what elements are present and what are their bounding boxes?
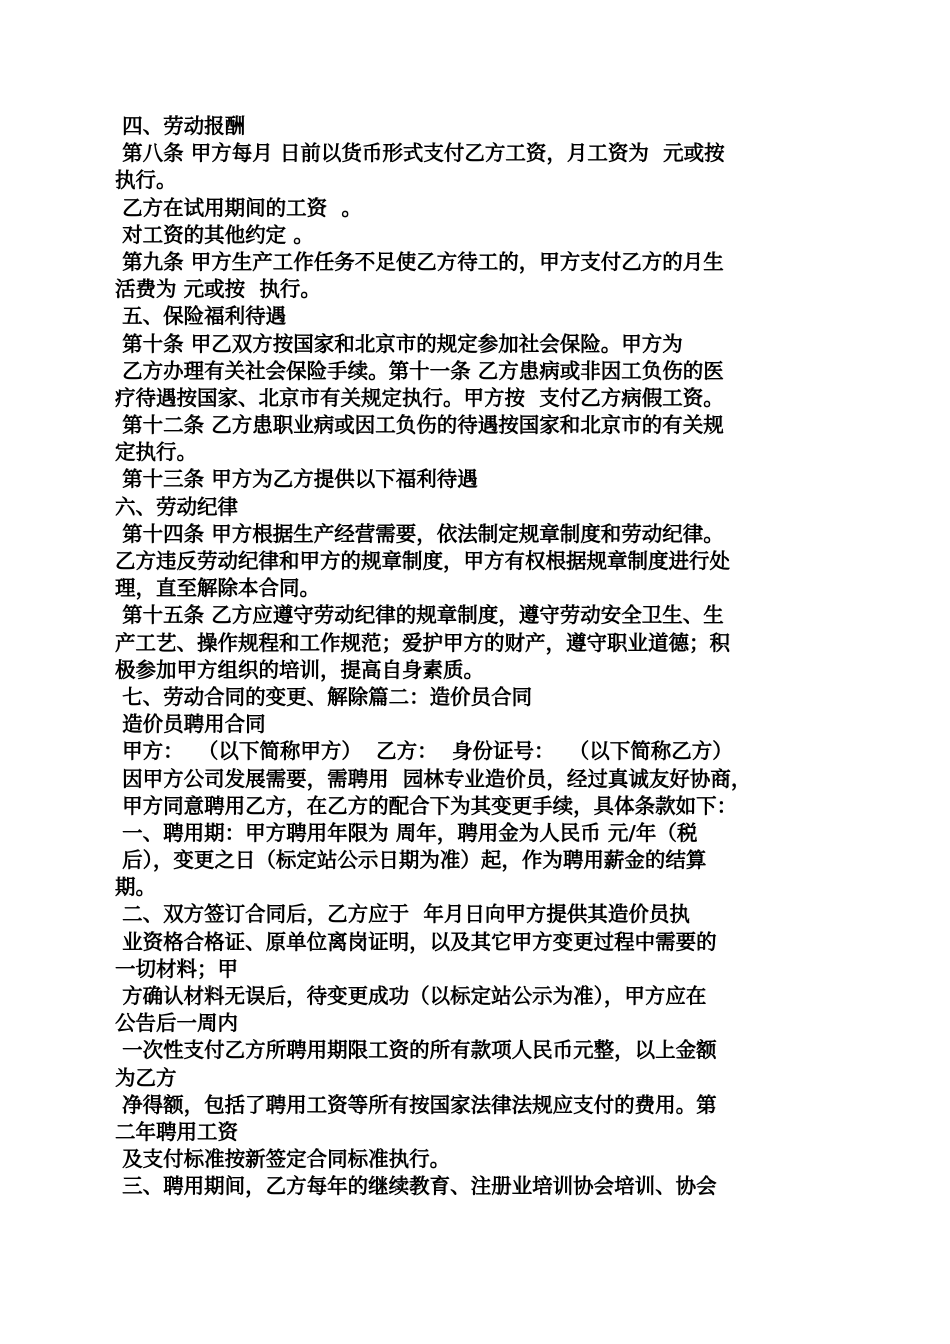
- text-line: 净得额，包括了聘用工资等所有按国家法律法规应支付的费用。第: [115, 1092, 717, 1117]
- text-line: 二年聘用工资: [115, 1119, 238, 1144]
- text-line: 活费为 元或按 执行。: [115, 277, 321, 302]
- text-line: 乙方违反劳动纪律和甲方的规章制度，甲方有权根据规章制度进行处: [115, 549, 730, 573]
- text-line: 第八条 甲方每月 日前以货币形式支付乙方工资，月工资为 元或按: [115, 141, 725, 166]
- document-body: [115, 113, 845, 1201]
- text-line: 公告后一周内: [115, 1011, 238, 1036]
- text-line: 第十四条 甲方根据生产经营需要，依法制定规章制度和劳动纪律。: [115, 521, 724, 546]
- text-line: 一切材料；甲: [115, 956, 238, 981]
- text-line: 及支付标准按新签定合同标准执行。: [115, 1147, 451, 1172]
- text-line: 三、聘用期间，乙方每年的继续教育、注册业培训协会培训、协会: [115, 1174, 717, 1199]
- text-line: 定执行。: [115, 440, 197, 465]
- text-line: 第十二条 乙方患职业病或因工负伤的待遇按国家和北京市的有关规: [115, 413, 724, 438]
- text-line: 为乙方: [115, 1065, 177, 1090]
- text-line: 乙方在试用期间的工资 。: [115, 195, 362, 220]
- text-line: 一、聘用期：甲方聘用年限为 周年，聘用金为人民币 元/年（税: [115, 820, 698, 845]
- text-line: 因甲方公司发展需要，需聘用 园林专业造价员，经过真诚友好协商，: [115, 766, 752, 791]
- text-line: 乙方办理有关社会保险手续。第十一条 乙方患病或非因工负伤的医: [115, 358, 724, 383]
- text-line: 一次性支付乙方所聘用期限工资的所有款项人民币元整，以上金额: [115, 1038, 717, 1063]
- text-line: 执行。: [115, 168, 177, 193]
- text-line: 第十条 甲乙双方按国家和北京市的规定参加社会保险。甲方为: [115, 331, 683, 356]
- text-line: 六、劳动纪律: [115, 494, 238, 519]
- text-line: 二、双方签订合同后，乙方应于 年月日向甲方提供其造价员执: [115, 902, 690, 927]
- text-line: 第十三条 甲方为乙方提供以下福利待遇: [115, 467, 478, 492]
- text-line: 极参加甲方组织的培训，提高自身素质。: [115, 657, 484, 682]
- text-line: 方确认材料无误后，待变更成功（以标定站公示为准），甲方应在: [115, 984, 707, 1008]
- text-line: 期。: [115, 875, 156, 900]
- text-line: 五、保险福利待遇: [115, 304, 287, 329]
- text-line: 甲方同意聘用乙方，在乙方的配合下为其变更手续，具体条款如下：: [115, 793, 738, 818]
- text-line: 造价员聘用合同: [115, 712, 266, 737]
- text-line: 理，直至解除本合同。: [115, 576, 320, 601]
- text-line: 后），变更之日（标定站公示日期为准）起，作为聘用薪金的结算: [115, 848, 707, 873]
- text-line: 四、劳动报酬: [115, 114, 246, 138]
- text-line: 产工艺、操作规程和工作规范；爱护甲方的财产，遵守职业道德；积: [115, 630, 730, 655]
- text-line: 疗待遇按国家、北京市有关规定执行。甲方按 支付乙方病假工资。: [115, 385, 724, 410]
- text-line: 业资格合格证、原单位离岗证明，以及其它甲方变更过程中需要的: [115, 929, 717, 954]
- text-line: 第九条 甲方生产工作任务不足使乙方待工的，甲方支付乙方的月生: [115, 249, 724, 274]
- text-line: 七、劳动合同的变更、解除篇二：造价员合同: [115, 684, 533, 709]
- text-line: 第十五条 乙方应遵守劳动纪律的规章制度，遵守劳动安全卫生、生: [115, 603, 724, 628]
- text-line: 甲方： （以下简称甲方） 乙方： 身份证号： （以下简称乙方）: [115, 739, 733, 764]
- text-line: 对工资的其他约定 。: [115, 222, 314, 247]
